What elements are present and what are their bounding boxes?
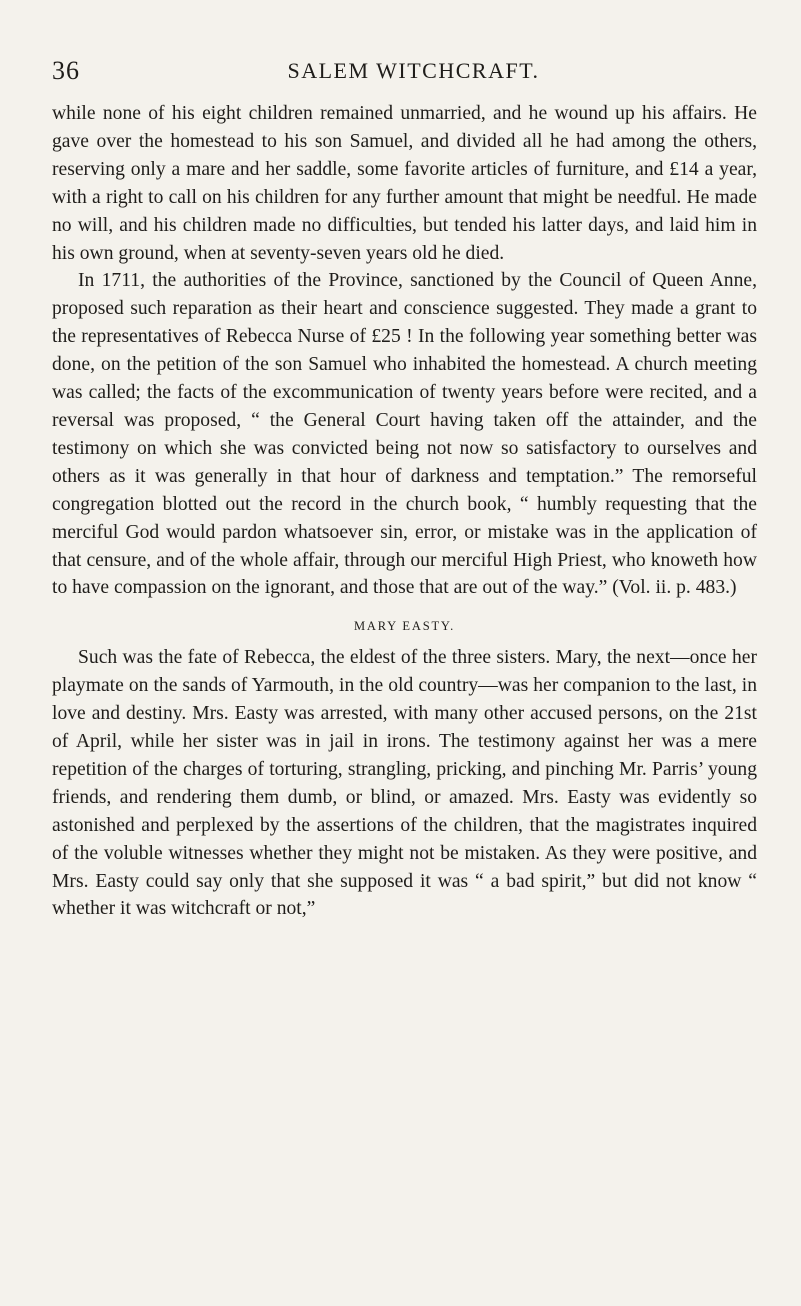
paragraph-mary-easty: Such was the fate of Rebecca, the eldest of the three sisters. Mary, the next—once her playmate on the sands of Yarmouth, in the old country—was her companion to the last, in love and destiny. Mrs. Easty was arrested, with many other accused persons, on the 21st of April, while her sister was in jail in irons. The testimony against her was a mere repetition of the charges of torturing, strangling, pricking, and pinching Mr. Parris’ young friends, and rendering them dumb, or blind, or amazed. Mrs. Easty was evidently so astonished and perplexed by the assertions of the children, that the magistrates inquired of the voluble witnesses whether they might not be mistaken. As they were positive, and Mrs. Easty could say only that she supposed it was “ a bad spirit,” but did not know “ whether it was witchcraft or not,”	[52, 647, 757, 920]
running-title: SALEM WITCHCRAFT.	[287, 58, 540, 83]
page-number: 36	[52, 56, 80, 85]
paragraph-continued: while none of his eight children remained unmarried, and he wound up his affairs. He gave over the homestead to his son Samuel, and divided all he had among the others, reserving only a mare and her saddle, some favorite articles of furniture, and £14 a year, with a right to call on his children for any further amount that might be needful. He made no will, and his children made no difficulties, but tended his latter days, and laid him in his own ground, when at seventy-seven years old he died.	[52, 103, 757, 264]
paragraph-reparation: In 1711, the authorities of the Province, sanctioned by the Council of Queen Anne, proposed such reparation as their heart and conscience suggested. They made a grant to the representatives of Rebecca Nurse of £25 ! In the following year something better was done, on the petition of the son Samuel who inhabited the homestead. A church meeting was called; the facts of the excommunication of twenty years before were recited, and a reversal was proposed, “ the General Court having taken off the attainder, and the testimony on which she was convicted being not now so satisfactory to ourselves and others as it was generally in that hour of darkness and temptation.” The remorseful congregation blotted out the record in the church book, “ humbly requesting that the merciful God would pardon whatsoever sin, error, or mistake was in the application of that censure, and of the whole affair, through our merciful High Priest, who knoweth how to have compassion on the ignorant, and those that are out of the way.” (Vol. ii. p. 483.)	[52, 270, 757, 599]
running-head	[52, 56, 757, 92]
body-text	[52, 100, 757, 923]
section-heading: MARY EASTY.	[353, 619, 456, 634]
